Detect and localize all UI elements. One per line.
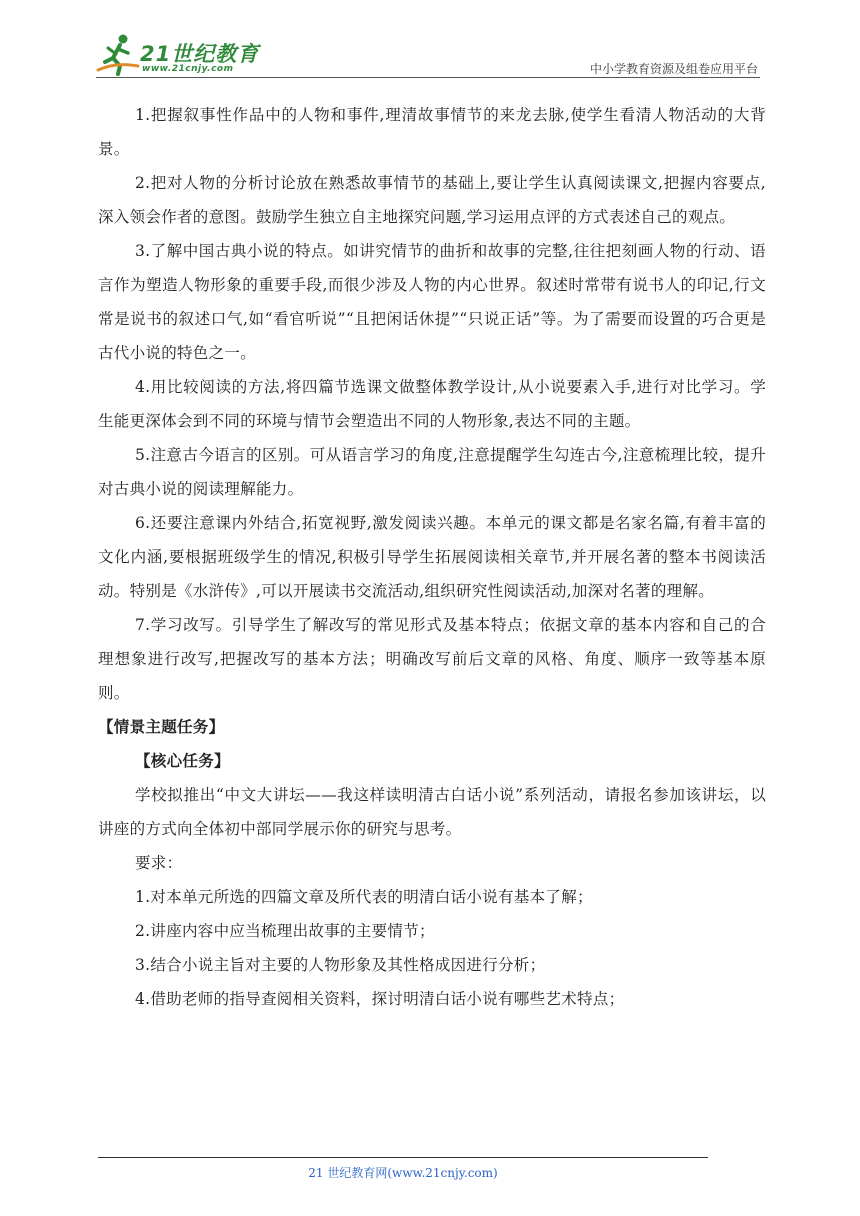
paragraph: 6.还要注意课内外结合,拓宽视野,激发阅读兴趣。本单元的课文都是名家名篇,有着丰富的文化内涵,要根据班级学生的情况,积极引导学生拓展阅读相关章节,并开展名著的整本书阅读活动。特别是《水浒传》,可以开展读书交流活动,组织研究性阅读活动,加深对名著的理解。 [98,514,766,600]
paragraph: 7.学习改写。引导学生了解改写的常见形式及基本特点；依据文章的基本内容和自己的合理想象进行改写,把握改写的基本方法；明确改写前后文章的风格、角度、顺序一致等基本原则。 [98,616,766,702]
section-heading: 【情景主题任务】 [98,717,225,736]
platform-name: 中小学教育资源及组卷应用平台 [589,62,758,76]
paragraph: 学校拟推出“中文大讲坛——我这样读明清古白话小说”系列活动，请报名参加该讲坛，以讲座的方式向全体初中部同学展示你的研究与思考。 [98,786,766,838]
paragraph: 1.把握叙事性作品中的人物和事件,理清故事情节的来龙去脉,使学生看清人物活动的大背景。 [98,106,766,158]
subsection-heading: 【核心任务】 [135,751,230,770]
paragraph: 2.讲座内容中应当梳理出故事的主要情节； [135,922,435,940]
footer-divider [98,1157,708,1158]
logo-url: www.21cnjy.com [142,64,234,74]
header-divider [96,77,760,78]
paragraph: 1.对本单元所选的四篇文章及所代表的明清白话小说有基本了解； [135,888,593,906]
site-logo[interactable] [96,32,266,76]
paragraph: 4.用比较阅读的方法,将四篇节选课文做整体教学设计,从小说要素入手,进行对比学习。学生能更深体会到不同的环境与情节会塑造出不同的人物形象,表达不同的主题。 [98,378,766,430]
paragraph: 3.结合小说主旨对主要的人物形象及其性格成因进行分析； [135,956,546,974]
paragraph: 3.了解中国古典小说的特点。如讲究情节的曲折和故事的完整,往往把刻画人物的行动、语言作为塑造人物形象的重要手段,而很少涉及人物的内心世界。叙述时常带有说书人的印记,行文常是说书的叙述口气,如“看官听说”“且把闲话休提”“只说正话”等。为了需要而设置的巧合更是古代小说的特色之一。 [98,242,766,362]
paragraph: 4.借助老师的指导查阅相关资料，探讨明清白话小说有哪些艺术特点； [135,990,625,1008]
paragraph: 5.注意古今语言的区别。可从语言学习的角度,注意提醒学生勾连古今,注意梳理比较，提升对古典小说的阅读理解能力。 [98,446,766,498]
page-header [96,28,760,80]
paragraph: 2.把对人物的分析讨论放在熟悉故事情节的基础上,要让学生认真阅读课文,把握内容要点,深入领会作者的意图。鼓励学生独立自主地探究问题,学习运用点评的方式表述自己的观点。 [98,174,766,226]
running-figure-icon [96,32,140,76]
footer-link[interactable]: 21 世纪教育网(www.21cnjy.com) [308,1166,498,1180]
logo-text: 21世纪教育 [140,42,260,66]
document-body [98,98,766,1016]
paragraph: 要求： [135,854,183,872]
